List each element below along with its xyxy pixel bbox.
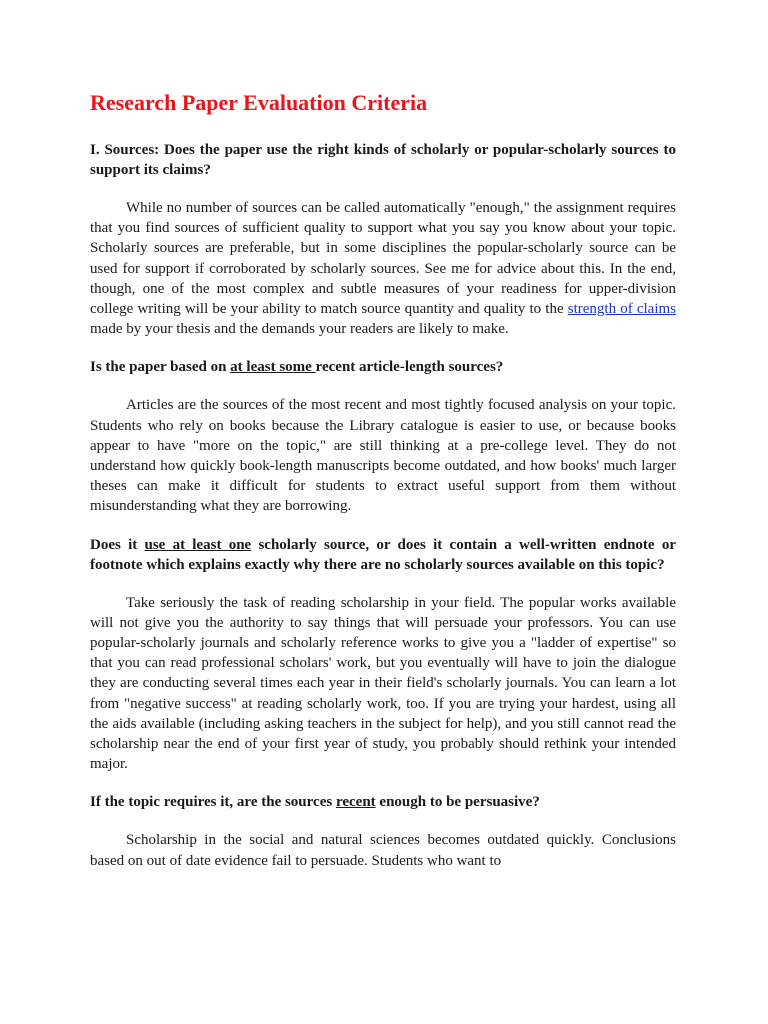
question-recent-enough [90,792,676,812]
question-scholarly-source [90,535,676,575]
outdated-scholarship-paragraph: Scholarship in the social and natural sciences becomes outdated quickly. Conclusions based on out of date evidence fail to persuade. Students who want to [90,832,676,869]
section1-heading: I. Sources: Does the paper use the right kinds of scholarly or popular-scholarly sources to support its claims? [90,142,676,178]
question-recent-enough-pre: If the topic requires it, are the sources [90,794,336,811]
section1-paragraph-text-after: made by your thesis and the demands your readers are likely to make. [90,321,509,338]
question-recent-articles [90,357,676,377]
section1-paragraph [90,198,676,339]
question-recent-articles-post: recent article-length sources? [315,359,504,376]
strength-of-claims-link[interactable]: strength of claims [567,301,676,318]
question-recent-articles-underlined: at least some [230,359,316,376]
question-recent-articles-pre: Is the paper based on [90,359,231,376]
document-title: Research Paper Evaluation Criteria [90,90,428,115]
question-scholarly-source-post: scholarly source, or does it contain a well-written endnote or footnote which explains exactly why there are no scholarly sources available on this topic? [90,536,676,573]
scholarship-paragraph: Take seriously the task of reading scholarship in your field. The popular works available will not give you the authority to say things that will persuade your professors. You can use popular-scholarly journals and scholarly reference works to give you a "ladder of expertise" so that you can read professional scholars' work, but you eventually will have to join the dialogue they are conducting several times each year in their field's scholarly journals. You can learn a lot from "negative success" at reading scholarly work, too. If you are trying your hardest, using all the aids available (including asking teachers in the subject for help), and you still cannot read the scholarship near the end of your first year of study, you probably should rethink your intended major. [90,594,676,773]
section1-paragraph-text-before: While no number of sources can be called automatically "enough," the assignment requires that you find sources of sufficient quality to support what you say you know about your topic. Scholarly sources are preferable, but in some disciplines the popular-scholarly source can be used for support if corroborated by scholarly sources. See me for advice about this. In the end, though, one of the most complex and subtle measures of your readiness for upper-division college writing will be your ability to match source quantity and quality to the [90,200,676,318]
document-page [90,88,676,889]
question-recent-enough-underlined: recent [335,794,376,811]
question-scholarly-source-underlined: use at least one [144,536,252,553]
question-scholarly-source-pre: Does it [90,536,145,553]
question-recent-enough-post: enough to be persuasive? [375,794,540,811]
articles-paragraph: Articles are the sources of the most recent and most tightly focused analysis on your topic. Students who rely on books because the Library catalogue is easier to use, or because books appear to have "more on the topic," are still thinking at a pre-college level. They do not understand how quickly book-length manuscripts become outdated, and how books' much larger theses can make it difficult for students to extract useful support from them without misunderstanding what they are borrowing. [90,397,676,515]
